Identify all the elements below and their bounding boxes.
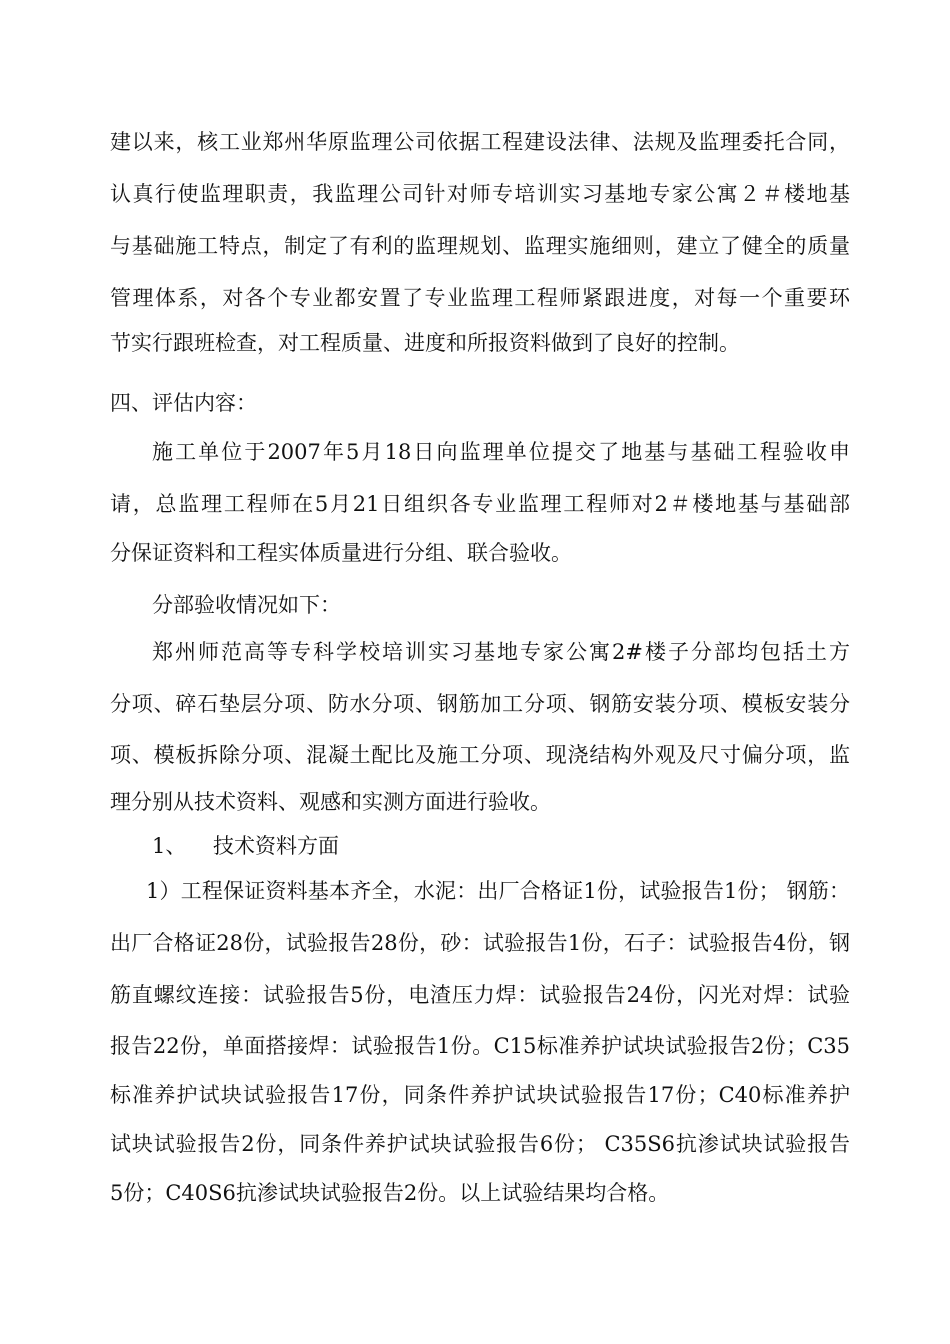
text-line: 分项、碎石垫层分项、防水分项、钢筋加工分项、钢筋安装分项、模板安装分 bbox=[110, 692, 850, 716]
text-line: 建以来，核工业郑州华原监理公司依据工程建设法律、法规及监理委托合同， bbox=[110, 130, 850, 154]
section-heading: 四、评估内容： bbox=[110, 391, 257, 415]
item-title: 技术资料方面 bbox=[213, 834, 339, 858]
text-line: 1）工程保证资料基本齐全，水泥：出厂合格证1份，试验报告1份； 钢筋： bbox=[146, 879, 850, 903]
text-line: 管理体系，对各个专业都安置了专业监理工程师紧跟进度，对每一个重要环 bbox=[110, 286, 850, 310]
subheading: 分部验收情况如下： bbox=[152, 593, 341, 617]
text-line: 5份；C40S6抗渗试块试验报告2份。以上试验结果均合格。 bbox=[110, 1181, 670, 1205]
text-line: 认真行使监理职责，我监理公司针对师专培训实习基地专家公寓２＃楼地基 bbox=[110, 182, 850, 206]
text-line: 试块试验报告2份，同条件养护试块试验报告6份； C35S6抗渗试块试验报告 bbox=[110, 1132, 850, 1156]
text-line: 节实行跟班检查，对工程质量、进度和所报资料做到了良好的控制。 bbox=[110, 331, 740, 355]
text-line: 郑州师范高等专科学校培训实习基地专家公寓2#楼子分部均包括土方 bbox=[152, 640, 850, 664]
text-line: 与基础施工特点，制定了有利的监理规划、监理实施细则，建立了健全的质量 bbox=[110, 234, 850, 258]
text-line: 标准养护试块试验报告17份，同条件养护试块试验报告17份；C40标准养护 bbox=[110, 1083, 850, 1107]
text-line: 出厂合格证28份，试验报告28份，砂：试验报告1份，石子：试验报告4份，钢 bbox=[110, 931, 850, 955]
text-line: 分保证资料和工程实体质量进行分组、联合验收。 bbox=[110, 541, 572, 565]
text-line: 项、模板拆除分项、混凝土配比及施工分项、现浇结构外观及尺寸偏分项，监 bbox=[110, 743, 850, 767]
item-number: 1、 bbox=[152, 834, 187, 858]
text-line: 施工单位于2007年5月18日向监理单位提交了地基与基础工程验收申 bbox=[152, 440, 850, 464]
text-line: 请，总监理工程师在5月21日组织各专业监理工程师对2＃楼地基与基础部 bbox=[110, 492, 850, 516]
text-line: 报告22份，单面搭接焊：试验报告1份。C15标准养护试块试验报告2份；C35 bbox=[110, 1034, 850, 1058]
text-line: 筋直螺纹连接：试验报告5份，电渣压力焊：试验报告24份，闪光对焊：试验 bbox=[110, 983, 850, 1007]
text-line: 理分别从技术资料、观感和实测方面进行验收。 bbox=[110, 790, 551, 814]
